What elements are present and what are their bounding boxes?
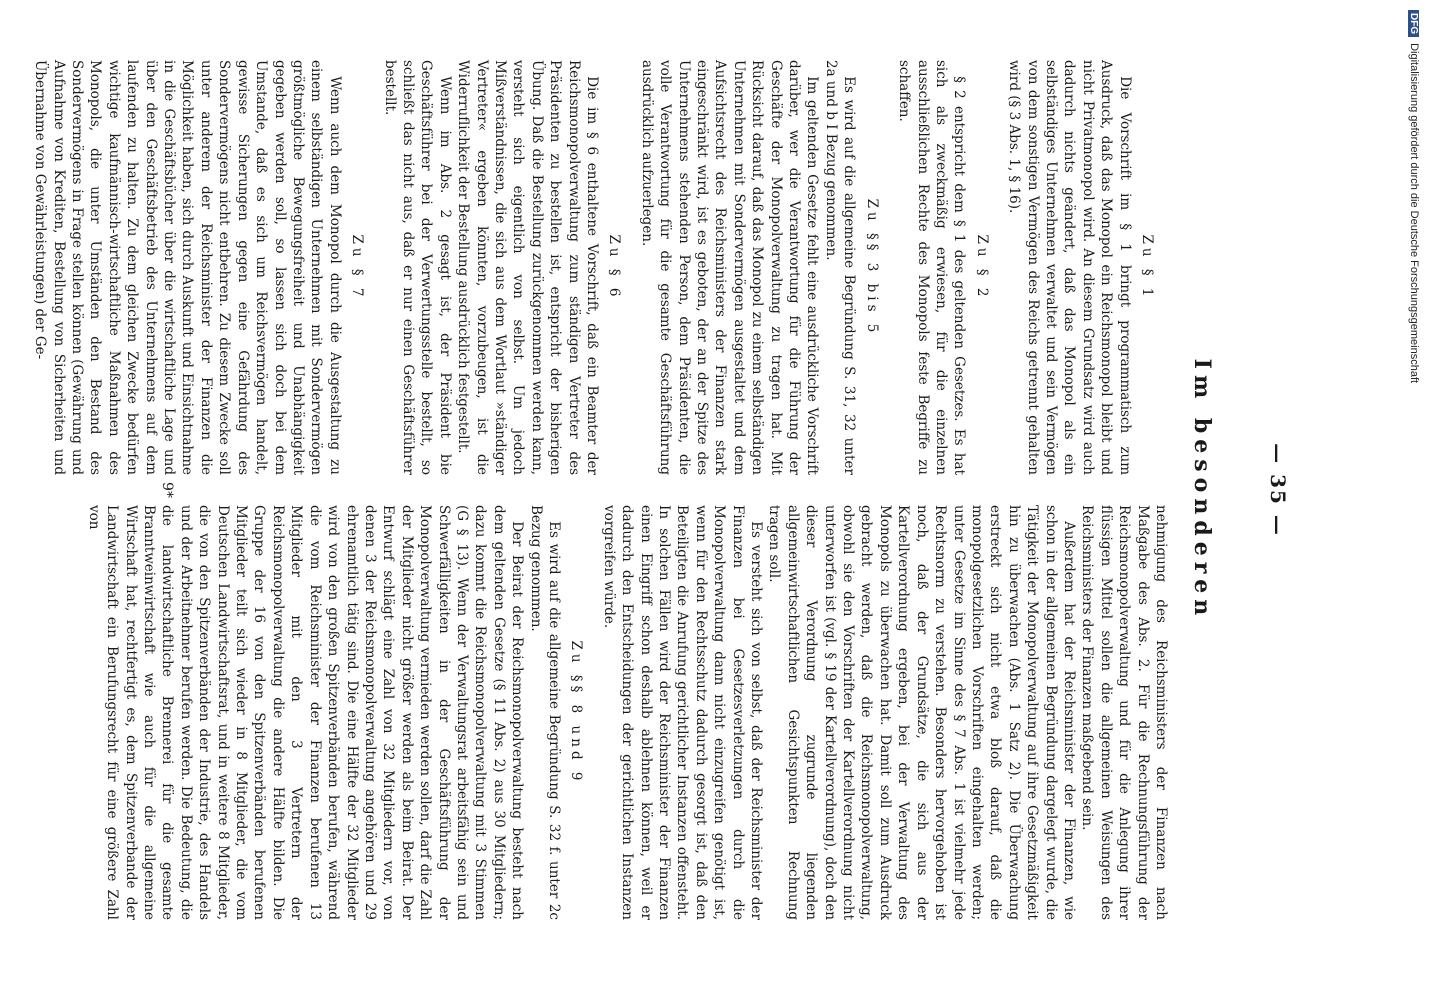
- digitization-credit: [1408, 10, 1420, 383]
- paragraph: nehmigung des Reichsministers der Finanzen nach Maßgabe des Abs. 2. Für die Rechnungsführung der Reichsmonopolverwaltung und für die Anlegung ihrer flüssigen Mittel sollen die allgemeinen Weisungen des Reichsministers der Finanzen maßgebend sein.: [1079, 505, 1169, 920]
- section-title: Zu § 6: [606, 234, 623, 301]
- paragraph: Es wird auf die allgemeine Begründung S. 31, 32 unter 2a und b I Bezug genommen.: [822, 60, 858, 475]
- section-title: Zu § 1: [1139, 234, 1155, 301]
- paragraph: Es versteht sich von selbst, daß der Reichsminister der Finanzen bei Gesetzesverletzungen durch die Monopolverwaltung dann nicht einzugreifen genötigt ist, wenn für den Rechtsschutz dadurch gesorgt ist, daß den Beteiligten die Anrufung gerichtlicher Instanzen offensteht. In solchen Fällen wird der Reichsminister der Finanzen einen Eingriff schon deshalb ablehnen können, weil er dadurch den Entscheidungen der gerichtlichen Instanzen vorgreifen würde.: [600, 505, 765, 920]
- page-number: — 35 —: [1266, 443, 1290, 537]
- printer-signature: 9*: [159, 482, 175, 498]
- paragraph: § 2 entspricht dem § 1 des geltenden Gesetzes. Es hat sich als zweckmäßig erwiesen, für die einzelnen ausschließlichen Rechte des Monopols feste Begriffe zu schaffen.: [896, 60, 968, 475]
- rotated-page-content: [32, 60, 1290, 920]
- paragraph: Wenn auch dem Monopol durch die Ausgestaltung zu einem selbständigen Unternehmen mit Sondervermögen größtmögliche Bewegungsfreiheit und Unabhängigkeit gegeben werden soll, so lassen sich doch bei dem Umstande, daß es sich um Reichsvermögen handelt, gewisse Sicherungen gegen eine Gefährdung des Sondervermögens nicht entbehren. Zu diesem Zwecke soll unter anderem der Reichsminister der Finanzen die Möglichkeit haben, sich durch Auskunft und Einsichtnahme in die Geschäftsbücher über die wirtschaftliche Lage und über den Geschäftsbetrieb des Unternehmens auf dem laufenden zu halten. Zu dem gleichen Zwecke bedürfen wichtige kaufmännisch-wirtschaftliche Maßnahmen des Monopols, die unter Umständen den Bestand des Sondervermögens in Frage stellen können (Gewährung und Aufnahme von Krediten, Bestellung von Sicherheiten und Übernahme von Gewährleistungen) der Ge-: [32, 60, 343, 475]
- section-heading: Im besonderen: [1189, 358, 1215, 622]
- section-title: Zu § 7: [349, 234, 366, 301]
- paragraph: Außerdem hat der Reichsminister der Finanzen, wie schon in der allgemeinen Begründung dargelegt wurde, die Tätigkeit der Monopolverwaltung auf ihre Gesetzmäßigkeit hin zu überwachen (Abs. 1 Satz 2). Die Überwachung erstreckt sich nicht etwa bloß darauf, daß die monopolgesetzlichen Vorschriften eingehalten werden; unter Gesetze im Sinne des § 7 Abs. 1 ist vielmehr jede Rechtsnorm zu verstehen. Besonders hervorgehoben ist noch, daß der Grundsätze, die sich aus der Kartellverordnung ergeben, bei der Verwaltung des Monopols zu überwachen hat. Damit soll zum Ausdruck gebracht werden, daß die Reichsmonopolverwaltung, obwohl sie den Vorschriften der Kartellverordnung nicht unterworfen ist (vgl. § 19 der Kartellverordnung), doch den dieser Verordnung zugrunde liegenden allgemeinwirtschaftlichen Gesichtspunkten Rechnung tragen soll.: [766, 505, 1077, 920]
- paragraph: Die im § 6 enthaltene Vorschrift, daß ein Beamter der Reichsmonopolverwaltung zum ständigen Vertreter des Präsidenten zu bestellen ist, entspricht der bisherigen Übung. Daß die Bestellung zurückgenommen werden kann, versteht sich eigentlich von selbst. Um jedoch Mißverständnissen, die sich aus dem Wortlaut »ständiger Vertreter« ergeben könnten, vorzubeugen, ist die Widerruflichkeit der Bestellung ausdrücklich festgestellt.: [455, 60, 601, 475]
- dfg-logo: DFG: [1408, 10, 1419, 37]
- section-title: Zu § 2: [973, 234, 990, 301]
- paragraph: Die Vorschrift im § 1 bringt programmatisch zum Ausdruck, daß das Monopol ein Reichsmonopol bleibt und nicht Privatmonopol wird. An diesem Grundsatz wird auch dadurch nichts geändert, daß das Monopol als ein selbständiges Unternehmen verwaltet und sein Vermögen von dem sonstigen Vermögen des Reichs getrennt gehalten wird (§ 3 Abs. 1, § 16).: [1006, 60, 1133, 475]
- left-column: [31, 60, 1170, 475]
- paragraph: Wenn im Abs. 2 gesagt ist, der Präsident bie Geschäftsführer bei der Verwertungsstelle bestellt, so schließt das nicht aus, daß er nur einen Geschäftsführer bestellt.: [381, 60, 453, 475]
- paragraph: Es wird auf die allgemeine Begründung S. 32 f. unter 2c Bezug genommen.: [527, 505, 562, 920]
- paragraph: Im geltenden Gesetze fehlt eine ausdrückliche Vorschrift darüber, wer die Verantwortung für die Führung der Geschäfte der Monopolverwaltung zu tragen hat. Mit Rücksicht darauf, daß das Monopol zu einem selbständigen Unternehmen mit Sondervermögen ausgestaltet und dem Aufsichtsrecht des Reichsministers der Finanzen stark eingeschränkt wird, ist es geboten, der an der Spitze des Unternehmens stehenden Person, dem Präsidenten, die volle Verantwortung für die gesamte Geschäftsführung ausdrücklich aufzuerlegen.: [638, 60, 821, 475]
- paragraph: Der Beirat der Reichsmonopolverwaltung besteht nach dem geltenden Gesetze (§ 11 Abs. 2) aus 30 Mitgliedern; dazu kommt die Reichsmonopolverwaltung mit 3 Stimmen (G § 13). Wenn der Verwaltungsrat arbeitsfähig sein und Schwerfälligkeiten in der Geschäftsführung der Monopolverwaltung vermieden werden sollen, darf die Zahl der Mitglieder nicht größer werden als beim Beirat. Der Entwurf schlägt eine Zahl von 32 Mitgliedern vor, von denen 3 der Reichsmonopolverwaltung angehören und 29 ehrenamtlich tätig sind. Die eine Hälfte der 32 Mitglieder wird von den großen Spitzenverbänden berufen, während die vom Reichsminister der Finanzen berufenen 13 Mitglieder mit den 3 Vertretern der Reichsmonopolverwaltung die andere Hälfte bilden. Die Gruppe der 16 von den Spitzenverbänden berufenen Mitglieder teilt sich wieder in 8 Mitglieder, die vom Deutschen Landwirtschaftsrat, und in weitere 8 Mitglieder, die von den Spitzenverbänden der Industrie, des Handels und der Arbeitnehmer berufen werden. Die Bedeutung, die die landwirtschaftliche Brennerei für die gesamte Branntweinwirtschaft wie auch für die allgemeine Wirtschaft hat, rechtfertigt es, dem Spitzenverbande der Landwirtschaft ein Berufungsrecht für eine größere Zahl von: [85, 505, 526, 920]
- credit-text: Digitalisierung gefördert durch die Deutsche Forschungsgemeinschaft: [1408, 43, 1420, 384]
- section-title: Zu §§ 8 und 9: [568, 640, 585, 785]
- right-column: [84, 505, 1170, 920]
- section-title: Zu §§ 3 bis 5: [863, 198, 880, 337]
